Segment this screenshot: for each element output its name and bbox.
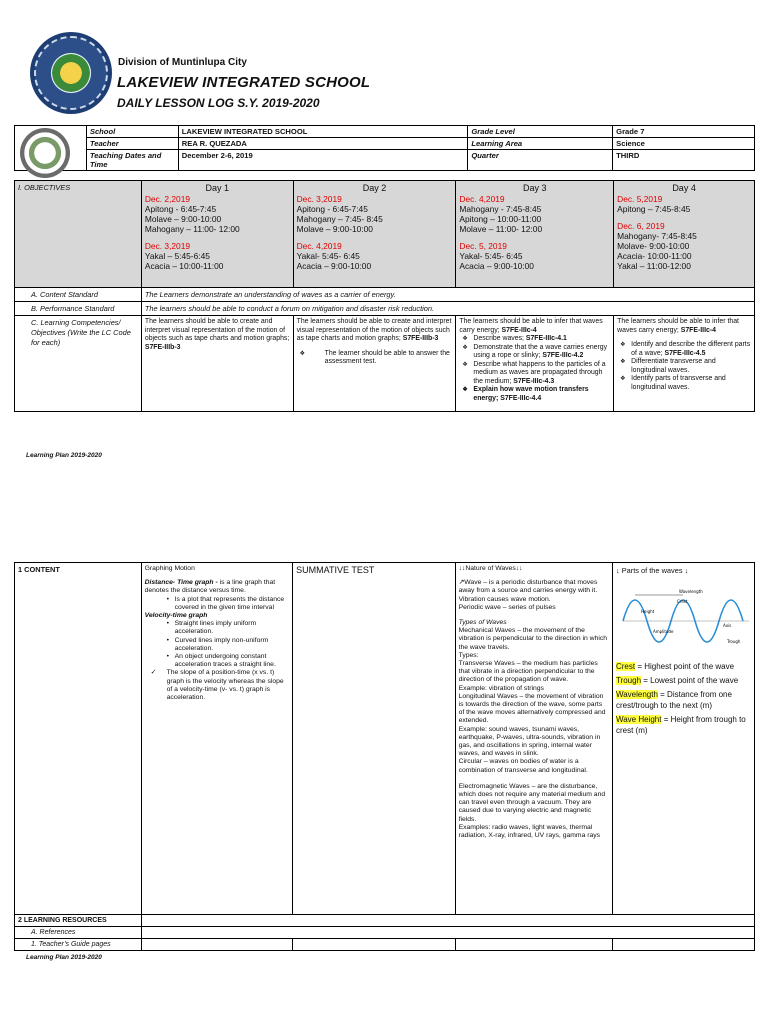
schedule-item: Apitong - 6:45-7:45 xyxy=(296,204,368,214)
competency-bullet: ❖ The learner should be able to answer the assessment test. xyxy=(297,350,453,367)
content-paragraph: Mechanical Waves – the movement of the vibration is perpendicular to the direction in which the wave travels. xyxy=(458,627,608,651)
competency-code: S7FE-IIIc-4.1 xyxy=(525,335,567,342)
competency-bullet: ❖ Identify parts of transverse and longitudinal waves. xyxy=(617,375,751,392)
day-4-cell xyxy=(614,181,755,288)
learning-resources-label: 2 LEARNING RESOURCES xyxy=(15,915,142,927)
schedule-item: Apitong – 10:00-11:00 xyxy=(459,214,542,224)
day-2-date-2: Dec. 4,2019 xyxy=(296,241,342,251)
competency-text: The learners should be able to create and interpret visual representation of the motion of objects such as tape charts and motion graphs; xyxy=(144,318,290,342)
schedule-item: Mahogany- 7:45-8:45 xyxy=(617,231,697,241)
content-paragraph: Circular – waves on bodies of water is a combination of transverse and longitudinal. xyxy=(458,758,588,774)
content-paragraph: Periodic wave – series of pulses xyxy=(458,603,556,611)
day-1-heading: Day 1 xyxy=(205,183,229,193)
content-day-1 xyxy=(141,563,293,915)
competency-code: S7FE-IIIc-4.3 xyxy=(513,377,555,385)
content-paragraph: Example: vibration of strings xyxy=(458,684,544,692)
crest-term: Crest xyxy=(615,662,636,672)
crest-definition xyxy=(616,661,751,672)
schedule-item: Acacia – 9:00-10:00 xyxy=(459,261,534,271)
teaching-dates-label: Teaching Dates and Time xyxy=(86,150,178,171)
competency-text: The learners should be able to create and interpret visual representation of the motion of objects such as tape charts and motion graphs; xyxy=(296,318,452,342)
division-name: Division of Muntinlupa City xyxy=(118,57,247,68)
content-paragraph: Transverse Waves – the medium has particles that vibrate in a direction perpendicular to the direction of the propagation of wave. xyxy=(458,660,598,684)
wavelength-text: = Distance from one crest/trough to the next (m) xyxy=(615,690,732,711)
day-4-competencies xyxy=(614,316,755,412)
bullet-text: Explain how wave motion transfers energy; xyxy=(473,386,589,402)
deped-seal-logo xyxy=(20,128,70,178)
competency-bullet: ❖ Differentiate transverse and longitudinal waves. xyxy=(617,358,751,375)
competency-code: S7FE-IIIb-3 xyxy=(144,343,181,351)
teachers-guide-cell xyxy=(293,939,455,951)
trough-text: = Lowest point of the wave xyxy=(641,676,739,686)
content-day-4 xyxy=(612,563,754,915)
competency-code: S7FE-IIIc-4.4 xyxy=(500,394,542,402)
competency-code: S7FE-IIIc-4.2 xyxy=(542,352,584,359)
references-label: A. References xyxy=(15,927,142,939)
content-table xyxy=(14,562,755,951)
content-bullet: • Curved lines imply non-uniform acceleration. xyxy=(145,637,290,653)
school-seal-logo xyxy=(30,32,112,114)
footer-text: Learning Plan 2019-2020 xyxy=(26,452,102,459)
day-1-date-2: Dec. 3,2019 xyxy=(144,241,191,251)
trough-term: Trough xyxy=(615,676,642,686)
day-3-date-1: Dec. 4,2019 xyxy=(459,194,505,204)
day-1-cell xyxy=(141,181,293,288)
day-3-heading: Day 3 xyxy=(523,183,547,193)
objectives-table xyxy=(14,180,755,412)
learning-competencies-label: C. Learning Competencies/ Objectives (Write the LC Code for each) xyxy=(15,316,142,412)
day-2-date-1: Dec. 3,2019 xyxy=(296,194,342,204)
performance-standard-label: B. Performance Standard xyxy=(15,302,142,316)
objectives-label: I. OBJECTIVES xyxy=(15,181,142,288)
content-paragraph: Longitudinal Waves – the movement of vibration is towards the direction of the wave, some parts of the wave moves alternatively compressed and extended. xyxy=(458,692,606,725)
graphing-motion-title: Graphing Motion xyxy=(144,565,195,572)
velocity-time-term: Velocity-time graph xyxy=(144,612,208,620)
distance-time-definition: is a line graph that denotes the distance versus time. xyxy=(144,579,276,595)
schedule-item: Molave – 9:00-10:00 xyxy=(144,214,222,224)
wave-height-term: Wave Height xyxy=(615,715,662,725)
day-4-heading: Day 4 xyxy=(672,183,696,193)
parts-of-waves-title: ↓ Parts of the waves ↓ xyxy=(615,566,689,575)
teacher-value: REA R. QUEZADA xyxy=(178,138,468,150)
learning-area-value: Science xyxy=(613,138,755,150)
learning-resources-cell xyxy=(141,915,754,927)
wave-height-text: = Height from trough to crest (m) xyxy=(615,715,746,736)
content-paragraph: Types: xyxy=(458,651,479,659)
schedule-item: Mahogany – 11:00- 12:00 xyxy=(144,224,240,234)
content-day-3 xyxy=(455,563,612,915)
schedule-item: Yakal – 5:45-6:45 xyxy=(144,251,210,261)
content-bullet: • Straight lines imply uniform acceleration. xyxy=(145,620,290,636)
nature-of-waves-title: ↓↓Nature of Waves↓↓ xyxy=(458,565,523,572)
content-label: 1 CONTENT xyxy=(15,563,142,915)
teachers-guide-cell xyxy=(455,939,612,951)
competency-code: S7FE-IIIc-4 xyxy=(501,326,537,334)
crest-text: = Highest point of the wave xyxy=(635,662,735,672)
quarter-label: Quarter xyxy=(468,150,613,171)
learning-area-label: Learning Area xyxy=(468,138,613,150)
wavelength-label: Wavelength xyxy=(678,589,703,595)
day-4-date-1: Dec. 5,2019 xyxy=(617,194,663,204)
schedule-item: Molave- 9:00-10:00 xyxy=(617,241,690,251)
trough-definition xyxy=(616,675,751,686)
content-paragraph: Electromagnetic Waves – are the disturbance, which does not require any material medium and can travel even through a vacuum. They are caused due to varying electric and magnetic fields. xyxy=(458,782,606,823)
competency-bullet xyxy=(459,361,610,387)
quarter-value: THIRD xyxy=(613,150,755,171)
grade-level-value: Grade 7 xyxy=(613,126,755,138)
content-bullet: • An object undergoing constant acceleration traces a straight line. xyxy=(145,653,290,669)
content-standard-value: The Learners demonstrate an understanding of waves as a carrier of energy. xyxy=(141,288,754,302)
day-1-competencies xyxy=(141,316,293,412)
references-cell xyxy=(141,927,754,939)
wavelength-definition xyxy=(616,689,751,711)
types-of-waves-heading: Types of Waves xyxy=(458,619,507,627)
teacher-label: Teacher xyxy=(86,138,178,150)
competency-code: S7FE-IIIb-3 xyxy=(402,335,439,342)
competency-text: The learners should be able to infer that waves carry energy; xyxy=(459,318,603,334)
day-4-date-2: Dec. 6, 2019 xyxy=(617,221,665,231)
schedule-item: Apitong - 6:45-7:45 xyxy=(144,204,217,214)
day-2-heading: Day 2 xyxy=(362,183,387,193)
schedule-item: Acacia- 10:00-11:00 xyxy=(617,251,692,261)
day-3-competencies xyxy=(456,316,614,412)
content-standard-label: A. Content Standard xyxy=(15,288,142,302)
schedule-item: Molave – 9:00-10:00 xyxy=(296,224,373,234)
competency-text: The learners should be able to infer that waves carry energy; xyxy=(617,318,739,334)
bullet-text: Identify and describe the different parts of a wave; xyxy=(631,341,751,357)
content-check-item: ✓ The slope of a position-time (x vs. t) graph is the velocity whereas the slope of a velocity-time (v- vs. t) graph is acceleration. xyxy=(145,669,290,702)
competency-bullet xyxy=(459,386,610,403)
content-paragraph: ↗Wave – is a periodic disturbance that moves away from a source and carries energy with it. xyxy=(458,579,598,595)
teachers-guide-cell xyxy=(141,939,293,951)
performance-standard-value: The learners should be able to conduct a forum on mitigation and disaster risk reduction. xyxy=(141,302,754,316)
competency-bullet xyxy=(459,344,610,361)
day-2-cell xyxy=(293,181,456,288)
axis-label: Axis xyxy=(722,623,732,629)
school-value: LAKEVIEW INTEGRATED SCHOOL xyxy=(178,126,468,138)
teaching-dates-value: December 2-6, 2019 xyxy=(178,150,468,171)
schedule-item: Mahogany – 7:45- 8:45 xyxy=(296,214,383,224)
content-paragraph: Vibration causes wave motion. xyxy=(458,595,551,603)
day-3-date-2: Dec. 5, 2019 xyxy=(459,241,507,251)
day-3-cell xyxy=(456,181,614,288)
schedule-item: Molave – 11:00- 12:00 xyxy=(459,224,543,234)
teachers-guide-label: 1. Teacher’s Guide pages xyxy=(15,939,142,951)
amplitude-label: Amplitude xyxy=(652,629,674,635)
wavelength-term: Wavelength xyxy=(615,690,658,700)
distance-time-term: Distance- Time graph - xyxy=(144,579,218,587)
teachers-guide-cell xyxy=(612,939,754,951)
content-day-2 xyxy=(293,563,455,915)
bullet-text: Describe what happens to the particles of a medium as waves are propagated through the medium; xyxy=(473,360,606,385)
footer-text: Learning Plan 2019-2020 xyxy=(26,954,102,961)
content-bullet: • Is a plot that represents the distance covered in the given time interval xyxy=(145,596,290,612)
wave-height-definition xyxy=(616,714,751,736)
schedule-item: Apitong – 7:45-8:45 xyxy=(617,204,691,214)
summative-test-title: SUMMATIVE TEST xyxy=(296,565,375,575)
content-paragraph: Example: sound waves, tsunami waves, earthquake, P-waves, ultra-sounds, vibration in gas, and oscillations in spring, internal water waves, and waves in slink. xyxy=(458,725,601,758)
bullet-text: Describe waves; xyxy=(473,335,524,342)
document-title: DAILY LESSON LOG S.Y. 2019-2020 xyxy=(117,96,320,110)
info-table xyxy=(14,125,755,171)
grade-level-label: Grade Level xyxy=(468,126,613,138)
schedule-item: Acacia – 10:00-11:00 xyxy=(144,261,224,271)
competency-code: S7FE-IIIc-4.5 xyxy=(664,349,706,357)
competency-bullet xyxy=(459,335,610,344)
bullet-text: Demonstrate that the a wave carries energy using a rope or slinky; xyxy=(473,343,608,359)
schedule-item: Yakal – 11:00-12:00 xyxy=(617,261,691,271)
day-2-competencies xyxy=(293,316,456,412)
schedule-item: Mahogany - 7:45-8:45 xyxy=(459,204,542,214)
day-1-date-1: Dec. 2,2019 xyxy=(144,194,191,204)
wave-diagram xyxy=(619,587,751,653)
trough-label: Trough xyxy=(726,639,741,645)
competency-bullet xyxy=(617,341,751,358)
height-label: Height xyxy=(640,609,655,615)
content-paragraph: Examples: radio waves, light waves, thermal radiation, X-ray, infrared, UV rays, gamma rays xyxy=(458,823,601,840)
schedule-item: Yakal- 5:45- 6:45 xyxy=(296,251,360,261)
schedule-item: Yakal- 5:45- 6:45 xyxy=(459,251,523,261)
schedule-item: Acacia – 9:00-10:00 xyxy=(296,261,372,271)
school-label: School xyxy=(86,126,178,138)
school-name: LAKEVIEW INTEGRATED SCHOOL xyxy=(117,74,371,91)
competency-code: S7FE-IIIc-4 xyxy=(680,326,716,334)
crest-label: Crest xyxy=(676,599,688,605)
